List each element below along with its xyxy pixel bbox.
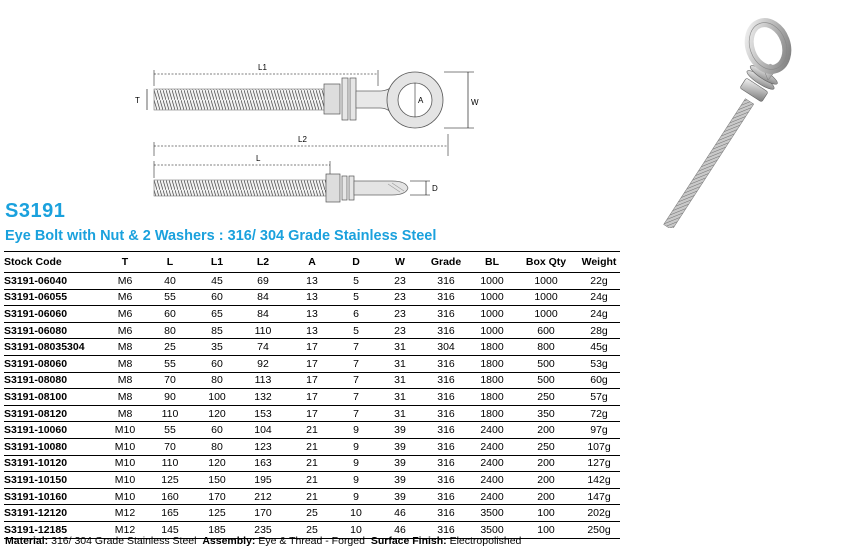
table-cell: S3191-06060 <box>4 306 108 323</box>
table-cell: 9 <box>334 455 378 472</box>
table-cell: 31 <box>378 389 422 406</box>
table-row <box>4 389 620 406</box>
table-cell: 316 <box>422 273 470 290</box>
table-cell: S3191-08035304 <box>4 339 108 356</box>
col-d: D <box>334 252 378 273</box>
table-cell: M10 <box>108 488 142 505</box>
table-cell: 80 <box>198 372 236 389</box>
table-row <box>4 273 620 290</box>
washer-top-1 <box>342 78 348 120</box>
table-row <box>4 472 620 489</box>
table-cell: 60g <box>578 372 620 389</box>
table-cell: M6 <box>108 306 142 323</box>
table-cell: 104 <box>236 422 290 439</box>
material-label: Material: <box>5 535 49 547</box>
table-cell: 40 <box>142 273 198 290</box>
table-cell: 13 <box>290 273 334 290</box>
table-cell: 123 <box>236 438 290 455</box>
table-cell: 316 <box>422 289 470 306</box>
table-cell: 17 <box>290 405 334 422</box>
table-cell: 84 <box>236 306 290 323</box>
table-cell: 92 <box>236 355 290 372</box>
table-cell: 153 <box>236 405 290 422</box>
table-cell: 17 <box>290 355 334 372</box>
table-cell: 13 <box>290 322 334 339</box>
table-cell: 1000 <box>514 273 578 290</box>
table-cell: 53g <box>578 355 620 372</box>
table-cell: M10 <box>108 422 142 439</box>
col-l: L <box>142 252 198 273</box>
col-bl: BL <box>470 252 514 273</box>
table-cell: 9 <box>334 422 378 439</box>
table-cell: S3191-06040 <box>4 273 108 290</box>
spec-table <box>4 251 620 539</box>
table-cell: 74 <box>236 339 290 356</box>
table-cell: 21 <box>290 422 334 439</box>
material-value: 316/ 304 Grade Stainless Steel <box>51 535 197 547</box>
table-cell: M6 <box>108 322 142 339</box>
table-cell: 72g <box>578 405 620 422</box>
table-cell: 39 <box>378 472 422 489</box>
table-cell: 9 <box>334 438 378 455</box>
table-cell: 185 <box>198 521 236 538</box>
table-cell: M10 <box>108 455 142 472</box>
label-w: W <box>471 98 479 107</box>
table-cell: 69 <box>236 273 290 290</box>
table-cell: 316 <box>422 389 470 406</box>
table-cell: 60 <box>198 355 236 372</box>
table-cell: 85 <box>198 322 236 339</box>
table-cell: 110 <box>236 322 290 339</box>
table-cell: 7 <box>334 355 378 372</box>
table-cell: 163 <box>236 455 290 472</box>
threaded-rod-top <box>154 89 326 110</box>
table-cell: 1800 <box>470 405 514 422</box>
col-l1: L1 <box>198 252 236 273</box>
table-cell: 45g <box>578 339 620 356</box>
table-cell: 200 <box>514 488 578 505</box>
table-cell: 500 <box>514 372 578 389</box>
table-row <box>4 355 620 372</box>
table-cell: S3191-10150 <box>4 472 108 489</box>
table-cell: 212 <box>236 488 290 505</box>
table-cell: M8 <box>108 389 142 406</box>
table-cell: 316 <box>422 405 470 422</box>
table-cell: 125 <box>198 505 236 522</box>
table-cell: 120 <box>198 455 236 472</box>
table-cell: 316 <box>422 306 470 323</box>
table-cell: 84 <box>236 289 290 306</box>
col-l2: L2 <box>236 252 290 273</box>
table-cell: 200 <box>514 472 578 489</box>
table-cell: 46 <box>378 521 422 538</box>
footer-specs <box>5 535 521 547</box>
table-cell: 800 <box>514 339 578 356</box>
table-row <box>4 339 620 356</box>
table-cell: 24g <box>578 289 620 306</box>
table-row <box>4 289 620 306</box>
table-cell: 45 <box>198 273 236 290</box>
table-cell: M8 <box>108 372 142 389</box>
table-cell: 600 <box>514 322 578 339</box>
table-cell: 316 <box>422 372 470 389</box>
table-cell: 1800 <box>470 389 514 406</box>
dimension-drawing <box>130 50 480 220</box>
table-cell: 5 <box>334 289 378 306</box>
nut-side <box>326 174 340 202</box>
table-cell: 2400 <box>470 422 514 439</box>
table-cell: 46 <box>378 505 422 522</box>
table-cell: 235 <box>236 521 290 538</box>
table-cell: 1000 <box>514 289 578 306</box>
table-cell: 350 <box>514 405 578 422</box>
table-cell: 142g <box>578 472 620 489</box>
table-cell: 1800 <box>470 339 514 356</box>
table-cell: 23 <box>378 322 422 339</box>
table-cell: 7 <box>334 339 378 356</box>
product-photo <box>592 18 842 228</box>
table-cell: 80 <box>198 438 236 455</box>
table-row <box>4 405 620 422</box>
table-cell: 1000 <box>514 306 578 323</box>
table-cell: 147g <box>578 488 620 505</box>
table-row <box>4 438 620 455</box>
col-stock-code: Stock Code <box>4 252 108 273</box>
table-cell: 70 <box>142 438 198 455</box>
table-cell: 1000 <box>470 273 514 290</box>
table-header-row <box>4 252 620 273</box>
table-cell: 21 <box>290 488 334 505</box>
table-cell: 200 <box>514 422 578 439</box>
table-cell: 2400 <box>470 488 514 505</box>
table-cell: 202g <box>578 505 620 522</box>
table-row <box>4 505 620 522</box>
table-cell: 13 <box>290 289 334 306</box>
table-cell: M10 <box>108 438 142 455</box>
table-row <box>4 306 620 323</box>
table-cell: 39 <box>378 438 422 455</box>
table-cell: 5 <box>334 273 378 290</box>
table-cell: S3191-08100 <box>4 389 108 406</box>
table-cell: 7 <box>334 389 378 406</box>
table-cell: 90 <box>142 389 198 406</box>
table-cell: 23 <box>378 273 422 290</box>
col-a: A <box>290 252 334 273</box>
assembly-value: Eye & Thread - Forged <box>258 535 365 547</box>
table-cell: 316 <box>422 355 470 372</box>
table-cell: 113 <box>236 372 290 389</box>
table-cell: 100 <box>198 389 236 406</box>
finish-value: Electropolished <box>449 535 522 547</box>
table-cell: 65 <box>198 306 236 323</box>
table-cell: 316 <box>422 438 470 455</box>
table-cell: 5 <box>334 322 378 339</box>
table-cell: 22g <box>578 273 620 290</box>
table-cell: 25 <box>290 505 334 522</box>
table-cell: 24g <box>578 306 620 323</box>
table-cell: 9 <box>334 472 378 489</box>
table-cell: 55 <box>142 289 198 306</box>
table-cell: 80 <box>142 322 198 339</box>
table-cell: 165 <box>142 505 198 522</box>
washer-top-2 <box>350 78 356 120</box>
table-cell: 316 <box>422 505 470 522</box>
table-cell: 31 <box>378 372 422 389</box>
table-cell: 60 <box>198 289 236 306</box>
table-cell: 1800 <box>470 355 514 372</box>
table-cell: 195 <box>236 472 290 489</box>
table-cell: 39 <box>378 488 422 505</box>
table-cell: M12 <box>108 521 142 538</box>
label-l2: L2 <box>298 135 307 144</box>
table-cell: 170 <box>198 488 236 505</box>
table-cell: 13 <box>290 306 334 323</box>
finish-label: Surface Finish: <box>370 535 447 547</box>
washer-side-2 <box>349 176 354 200</box>
col-grade: Grade <box>422 252 470 273</box>
table-cell: 160 <box>142 488 198 505</box>
table-cell: 2400 <box>470 438 514 455</box>
table-cell: 9 <box>334 488 378 505</box>
table-cell: 304 <box>422 339 470 356</box>
table-cell: M8 <box>108 339 142 356</box>
table-cell: 125 <box>142 472 198 489</box>
col-t: T <box>108 252 142 273</box>
table-cell: 97g <box>578 422 620 439</box>
table-cell: 21 <box>290 472 334 489</box>
table-cell: 35 <box>198 339 236 356</box>
table-cell: 316 <box>422 455 470 472</box>
table-row <box>4 372 620 389</box>
table-cell: S3191-10120 <box>4 455 108 472</box>
table-cell: 170 <box>236 505 290 522</box>
table-cell: M8 <box>108 355 142 372</box>
table-cell: 17 <box>290 372 334 389</box>
table-cell: 316 <box>422 472 470 489</box>
table-cell: S3191-06055 <box>4 289 108 306</box>
nut-top <box>324 84 340 114</box>
table-cell: 110 <box>142 455 198 472</box>
table-cell: 10 <box>334 505 378 522</box>
label-d: D <box>432 184 438 193</box>
table-cell: 25 <box>290 521 334 538</box>
label-l1: L1 <box>258 63 267 72</box>
table-cell: 21 <box>290 438 334 455</box>
table-cell: 1800 <box>470 372 514 389</box>
table-cell: M12 <box>108 505 142 522</box>
table-cell: 10 <box>334 521 378 538</box>
table-cell: 60 <box>142 306 198 323</box>
table-cell: 55 <box>142 422 198 439</box>
threaded-rod-side <box>154 180 326 196</box>
table-cell: 107g <box>578 438 620 455</box>
table-cell: 1000 <box>470 322 514 339</box>
table-cell: 31 <box>378 405 422 422</box>
table-cell: 316 <box>422 488 470 505</box>
table-cell: 316 <box>422 322 470 339</box>
table-cell: 250g <box>578 521 620 538</box>
table-cell: 23 <box>378 306 422 323</box>
table-cell: 1000 <box>470 306 514 323</box>
table-cell: 3500 <box>470 521 514 538</box>
table-body <box>4 273 620 539</box>
table-cell: 100 <box>514 521 578 538</box>
table-cell: 3500 <box>470 505 514 522</box>
table-cell: S3191-12120 <box>4 505 108 522</box>
table-cell: S3191-12185 <box>4 521 108 538</box>
table-cell: 55 <box>142 355 198 372</box>
table-cell: 21 <box>290 455 334 472</box>
table-cell: 70 <box>142 372 198 389</box>
table-cell: S3191-08080 <box>4 372 108 389</box>
table-row <box>4 422 620 439</box>
washer-side-1 <box>342 176 347 200</box>
product-code: S3191 <box>5 200 66 222</box>
table-row <box>4 455 620 472</box>
table-cell: M6 <box>108 289 142 306</box>
col-weight: Weight <box>578 252 620 273</box>
table-cell: 127g <box>578 455 620 472</box>
table-cell: 316 <box>422 521 470 538</box>
table-cell: 7 <box>334 405 378 422</box>
table-cell: 31 <box>378 355 422 372</box>
label-a: A <box>418 96 424 105</box>
table-cell: 316 <box>422 422 470 439</box>
table-cell: S3191-08120 <box>4 405 108 422</box>
table-cell: 60 <box>198 422 236 439</box>
table-cell: 250 <box>514 389 578 406</box>
table-cell: 132 <box>236 389 290 406</box>
table-cell: 7 <box>334 372 378 389</box>
table-cell: 17 <box>290 389 334 406</box>
assembly-label: Assembly: <box>202 535 256 547</box>
col-box-qty: Box Qty <box>514 252 578 273</box>
table-cell: 2400 <box>470 455 514 472</box>
table-cell: M10 <box>108 472 142 489</box>
table-cell: M6 <box>108 273 142 290</box>
col-w: W <box>378 252 422 273</box>
table-cell: 145 <box>142 521 198 538</box>
table-cell: M8 <box>108 405 142 422</box>
table-cell: 23 <box>378 289 422 306</box>
table-cell: 39 <box>378 422 422 439</box>
table-cell: 100 <box>514 505 578 522</box>
table-cell: 28g <box>578 322 620 339</box>
label-t: T <box>135 96 140 105</box>
table-cell: 31 <box>378 339 422 356</box>
table-cell: S3191-08060 <box>4 355 108 372</box>
table-cell: 2400 <box>470 472 514 489</box>
table-cell: 6 <box>334 306 378 323</box>
table-cell: S3191-06080 <box>4 322 108 339</box>
table-cell: 110 <box>142 405 198 422</box>
table-cell: 39 <box>378 455 422 472</box>
table-cell: S3191-10160 <box>4 488 108 505</box>
table-cell: 200 <box>514 455 578 472</box>
product-subtitle: Eye Bolt with Nut & 2 Washers : 316/ 304 Grade Stainless Steel <box>5 228 437 244</box>
table-cell: S3191-10060 <box>4 422 108 439</box>
table-row <box>4 488 620 505</box>
table-cell: 250 <box>514 438 578 455</box>
table-cell: 25 <box>142 339 198 356</box>
table-row <box>4 322 620 339</box>
table-cell: 150 <box>198 472 236 489</box>
table-cell: 120 <box>198 405 236 422</box>
table-cell: 57g <box>578 389 620 406</box>
table-cell: 500 <box>514 355 578 372</box>
label-l: L <box>256 154 261 163</box>
table-cell: S3191-10080 <box>4 438 108 455</box>
table-cell: 1000 <box>470 289 514 306</box>
table-cell: 17 <box>290 339 334 356</box>
